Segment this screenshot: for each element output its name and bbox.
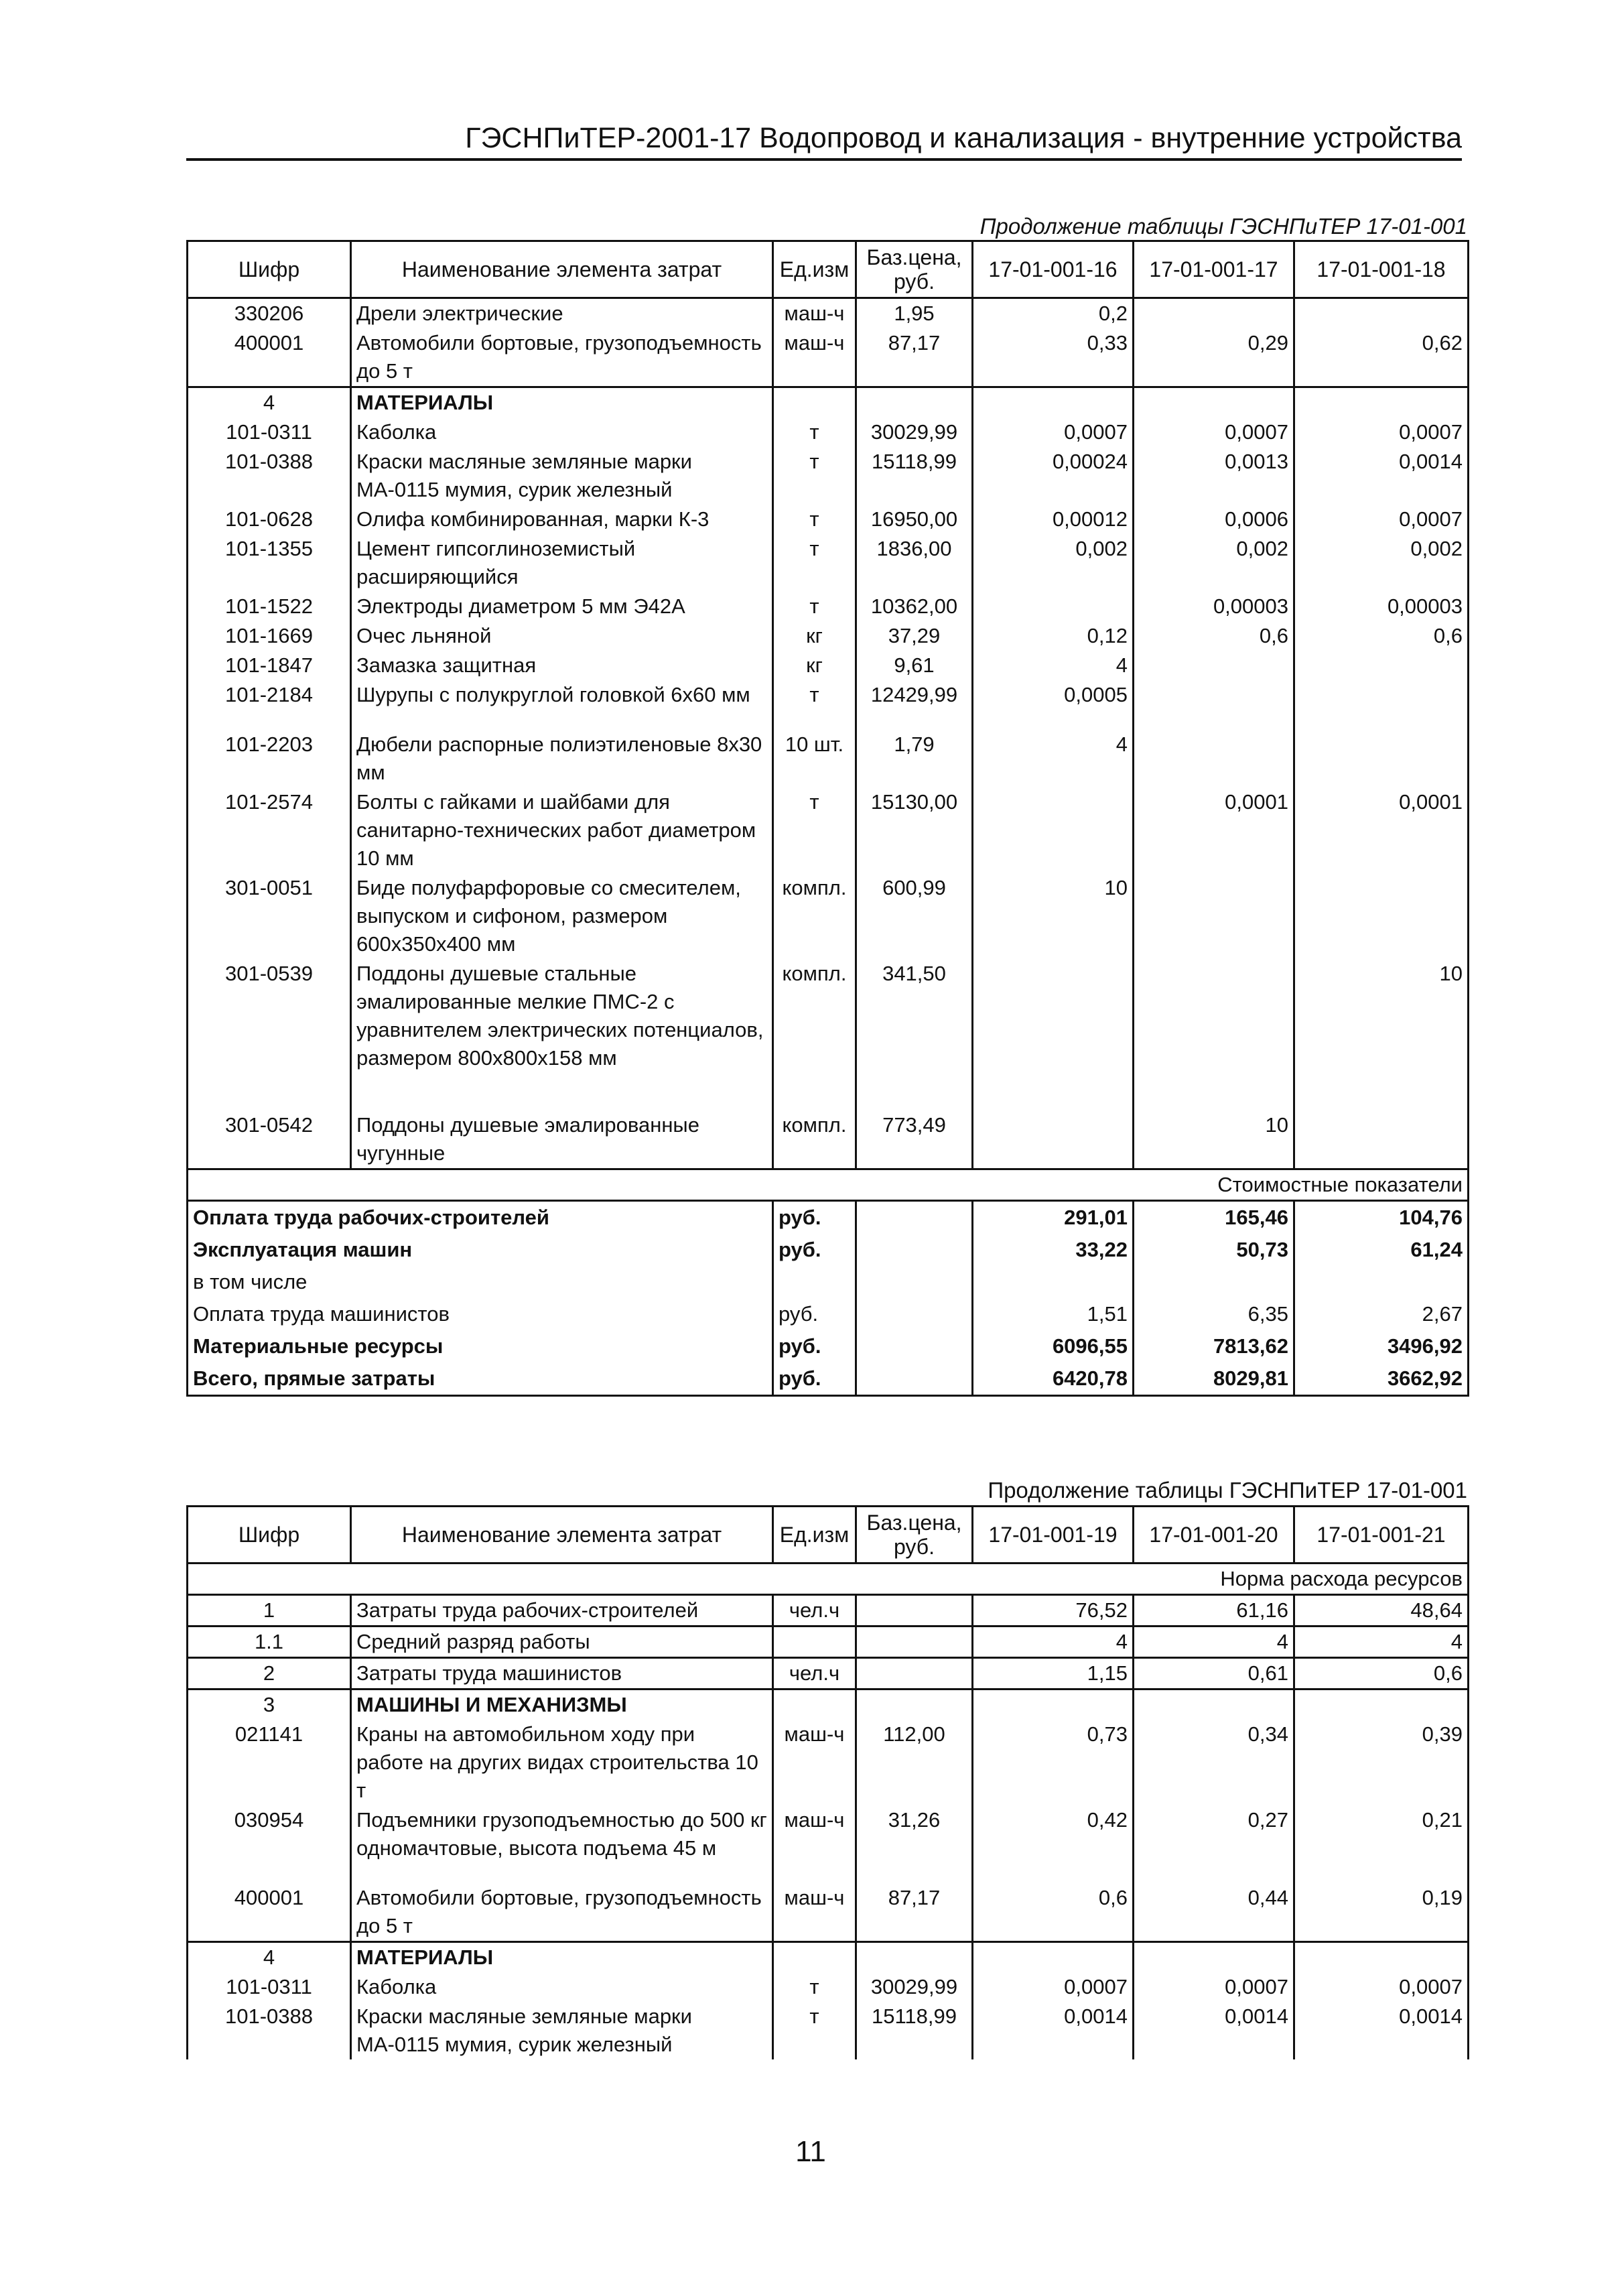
- totals-unit: [773, 1266, 856, 1298]
- row-value-21: 0,6: [1294, 1658, 1469, 1689]
- row-name: Краны на автомобильном ходу при работе на других видах строительства 10 т: [351, 1720, 773, 1805]
- norms-table-2: [186, 1505, 1469, 2059]
- row-unit: [773, 1689, 856, 1720]
- row-price: [856, 387, 973, 418]
- row-value-19: 0,73: [973, 1720, 1134, 1805]
- section-row-materials: [188, 387, 1469, 418]
- column-header-price: Баз.цена, руб.: [856, 241, 973, 298]
- row-name: Олифа комбинированная, марки К-3: [351, 505, 773, 534]
- row-value-17: [1134, 387, 1294, 418]
- row-value-16: 4: [973, 651, 1134, 680]
- row-value-21: 0,0014: [1294, 2002, 1469, 2059]
- norms-table-1: [186, 240, 1469, 1397]
- row-code: 101-2184: [188, 680, 351, 710]
- row-code: 400001: [188, 1883, 351, 1942]
- row-unit: маш-ч: [773, 298, 856, 329]
- row-price: 1,79: [856, 730, 973, 787]
- column-header-unit: Ед.изм: [773, 1507, 856, 1564]
- row-value-21: 0,19: [1294, 1883, 1469, 1942]
- row-price: 15118,99: [856, 447, 973, 505]
- row-code: 1: [188, 1595, 351, 1627]
- row-value-19: 0,42: [973, 1805, 1134, 1863]
- totals-label: в том числе: [188, 1266, 773, 1298]
- table-row: [188, 621, 1469, 651]
- row-price: [856, 1595, 973, 1627]
- row-unit: т: [773, 447, 856, 505]
- row-price: 31,26: [856, 1805, 973, 1863]
- table-row: [188, 1883, 1469, 1942]
- totals-value-17: 165,46: [1134, 1201, 1294, 1234]
- totals-label: Эксплуатация машин: [188, 1234, 773, 1266]
- row-price: 15130,00: [856, 787, 973, 873]
- row-name: Краски масляные земляные марки МА-0115 мумия, сурик железный: [351, 447, 773, 505]
- row-price: 30029,99: [856, 1972, 973, 2002]
- row-value-20: 0,44: [1134, 1883, 1294, 1942]
- row-unit: кг: [773, 651, 856, 680]
- row-price: 341,50: [856, 959, 973, 1073]
- row-code: 400001: [188, 328, 351, 387]
- row-value-16: [973, 787, 1134, 873]
- row-value-16: [973, 592, 1134, 621]
- row-value-19: 1,15: [973, 1658, 1134, 1689]
- row-value-18: 0,62: [1294, 328, 1469, 387]
- row-code: 301-0539: [188, 959, 351, 1073]
- column-header-norm-17: 17-01-001-17: [1134, 241, 1294, 298]
- table-row: [188, 505, 1469, 534]
- row-value-21: [1294, 1942, 1469, 1973]
- row-name: Цемент гипсоглиноземистый расширяющийся: [351, 534, 773, 592]
- row-unit: чел.ч: [773, 1658, 856, 1689]
- row-unit: т: [773, 418, 856, 447]
- totals-label: Всего, прямые затраты: [188, 1362, 773, 1396]
- totals-value-17: 8029,81: [1134, 1362, 1294, 1396]
- spacer-row: [188, 710, 1469, 730]
- row-value-17: 0,0007: [1134, 418, 1294, 447]
- totals-value-16: 6420,78: [973, 1362, 1134, 1396]
- row-price: 12429,99: [856, 680, 973, 710]
- row-value-17: 0,0013: [1134, 447, 1294, 505]
- totals-label: Материальные ресурсы: [188, 1330, 773, 1362]
- row-code: 101-1522: [188, 592, 351, 621]
- row-value-19: 4: [973, 1627, 1134, 1658]
- row-price: 1,95: [856, 298, 973, 329]
- row-value-20: 0,0007: [1134, 1972, 1294, 2002]
- section-row-materials: [188, 1942, 1469, 1973]
- row-value-18: 0,002: [1294, 534, 1469, 592]
- row-unit: [773, 1942, 856, 1973]
- row-name: Болты с гайками и шайбами для санитарно-технических работ диаметром 10 мм: [351, 787, 773, 873]
- row-value-17: 0,29: [1134, 328, 1294, 387]
- table-row: [188, 592, 1469, 621]
- row-value-16: 0,0005: [973, 680, 1134, 710]
- row-price: [856, 1942, 973, 1973]
- row-value-20: [1134, 1942, 1294, 1973]
- row-name: Подъемники грузоподъемностью до 500 кг одномачтовые, высота подъема 45 м: [351, 1805, 773, 1863]
- totals-label: Оплата труда рабочих-строителей: [188, 1201, 773, 1234]
- totals-value-18: [1294, 1266, 1469, 1298]
- table-row: [188, 1110, 1469, 1169]
- column-header-code: Шифр: [188, 1507, 351, 1564]
- row-value-19: 0,0007: [973, 1972, 1134, 2002]
- row-code: 2: [188, 1658, 351, 1689]
- row-code: 101-1847: [188, 651, 351, 680]
- norm-band-label: Норма расхода ресурсов: [188, 1564, 1469, 1595]
- row-name: Дюбели распорные полиэтиленовые 8х30 мм: [351, 730, 773, 787]
- row-value-20: 0,0014: [1134, 2002, 1294, 2059]
- row-value-16: 10: [973, 873, 1134, 959]
- row-value-19: 0,0014: [973, 2002, 1134, 2059]
- table-row: [188, 730, 1469, 787]
- row-code: 4: [188, 1942, 351, 1973]
- row-name: Каболка: [351, 1972, 773, 2002]
- row-code: 101-0628: [188, 505, 351, 534]
- row-code: 101-1355: [188, 534, 351, 592]
- section-row-machines: [188, 1689, 1469, 1720]
- row-code: 101-1669: [188, 621, 351, 651]
- row-unit: чел.ч: [773, 1595, 856, 1627]
- totals-price: [856, 1234, 973, 1266]
- table-row: [188, 873, 1469, 959]
- row-price: 112,00: [856, 1720, 973, 1805]
- totals-value-18: 2,67: [1294, 1298, 1469, 1330]
- row-unit: компл.: [773, 959, 856, 1073]
- row-unit: компл.: [773, 873, 856, 959]
- row-name: Автомобили бортовые, грузоподъемность до 5 т: [351, 1883, 773, 1942]
- row-code: 301-0542: [188, 1110, 351, 1169]
- row-unit: т: [773, 592, 856, 621]
- row-name: Замазка защитная: [351, 651, 773, 680]
- row-code: 030954: [188, 1805, 351, 1863]
- row-price: 15118,99: [856, 2002, 973, 2059]
- row-value-17: 0,0001: [1134, 787, 1294, 873]
- row-unit: кг: [773, 621, 856, 651]
- cost-band-label: Стоимостные показатели: [188, 1169, 1469, 1201]
- section-title: МАТЕРИАЛЫ: [351, 1942, 773, 1973]
- page-header: [186, 118, 1462, 161]
- table-row: [188, 2002, 1469, 2059]
- totals-value-17: [1134, 1266, 1294, 1298]
- totals-price: [856, 1298, 973, 1330]
- totals-label: Оплата труда машинистов: [188, 1298, 773, 1330]
- row-unit: т: [773, 1972, 856, 2002]
- row-price: [856, 1627, 973, 1658]
- table-row: [188, 1805, 1469, 1863]
- row-value-19: [973, 1942, 1134, 1973]
- column-header-name: Наименование элемента затрат: [351, 1507, 773, 1564]
- row-value-16: 0,2: [973, 298, 1134, 329]
- page-header-title: ГЭСНПиТЕР-2001-17 Водопровод и канализация - внутренние устройства: [465, 122, 1462, 154]
- row-value-16: [973, 387, 1134, 418]
- column-header-norm-16: 17-01-001-16: [973, 241, 1134, 298]
- totals-value-16: 6096,55: [973, 1330, 1134, 1362]
- row-value-18: [1294, 387, 1469, 418]
- totals-value-16: [973, 1266, 1134, 1298]
- row-unit: т: [773, 534, 856, 592]
- totals-value-17: 6,35: [1134, 1298, 1294, 1330]
- row-value-19: 0,6: [973, 1883, 1134, 1942]
- row-code: 4: [188, 387, 351, 418]
- row-price: 87,17: [856, 1883, 973, 1942]
- row-name: Автомобили бортовые, грузоподъемность до 5 т: [351, 328, 773, 387]
- table-row: [188, 1595, 1469, 1627]
- totals-row: [188, 1330, 1469, 1362]
- table-row: [188, 787, 1469, 873]
- row-value-20: [1134, 1689, 1294, 1720]
- row-value-16: 0,00012: [973, 505, 1134, 534]
- row-value-17: [1134, 959, 1294, 1073]
- row-unit: т: [773, 787, 856, 873]
- page-number: 11: [795, 2135, 826, 2168]
- table-row: [188, 298, 1469, 329]
- totals-value-16: 291,01: [973, 1201, 1134, 1234]
- column-header-norm-19: 17-01-001-19: [973, 1507, 1134, 1564]
- row-name: Электроды диаметром 5 мм Э42А: [351, 592, 773, 621]
- totals-unit: руб.: [773, 1234, 856, 1266]
- row-value-21: [1294, 1689, 1469, 1720]
- row-value-19: 76,52: [973, 1595, 1134, 1627]
- spacer-row: [188, 1073, 1469, 1110]
- table2-continuation-note: Продолжение таблицы ГЭСНПиТЕР 17-01-001: [988, 1478, 1467, 1503]
- totals-value-17: 50,73: [1134, 1234, 1294, 1266]
- row-value-17: 10: [1134, 1110, 1294, 1169]
- row-value-16: 0,00024: [973, 447, 1134, 505]
- table-row: [188, 328, 1469, 387]
- row-value-20: 0,27: [1134, 1805, 1294, 1863]
- row-code: 101-2203: [188, 730, 351, 787]
- row-unit: маш-ч: [773, 1805, 856, 1863]
- row-value-18: 0,0014: [1294, 447, 1469, 505]
- totals-row: [188, 1201, 1469, 1234]
- row-code: 101-0388: [188, 2002, 351, 2059]
- row-name: Биде полуфарфоровые со смесителем, выпуском и сифоном, размером 600х350х400 мм: [351, 873, 773, 959]
- row-unit: т: [773, 680, 856, 710]
- row-value-18: [1294, 730, 1469, 787]
- table-row: [188, 1720, 1469, 1805]
- row-code: 101-0311: [188, 1972, 351, 2002]
- row-value-21: 48,64: [1294, 1595, 1469, 1627]
- column-header-price: Баз.цена, руб.: [856, 1507, 973, 1564]
- row-value-18: 0,00003: [1294, 592, 1469, 621]
- row-price: 37,29: [856, 621, 973, 651]
- row-name: Средний разряд работы: [351, 1627, 773, 1658]
- column-header-unit: Ед.изм: [773, 241, 856, 298]
- row-price: [856, 1658, 973, 1689]
- row-value-17: [1134, 651, 1294, 680]
- row-value-18: 10: [1294, 959, 1469, 1073]
- row-value-18: 0,0007: [1294, 418, 1469, 447]
- totals-price: [856, 1330, 973, 1362]
- table-row: [188, 1627, 1469, 1658]
- row-value-20: 4: [1134, 1627, 1294, 1658]
- row-value-18: [1294, 651, 1469, 680]
- row-value-20: 0,61: [1134, 1658, 1294, 1689]
- totals-value-18: 3496,92: [1294, 1330, 1469, 1362]
- table-row: [188, 959, 1469, 1073]
- table-row: [188, 680, 1469, 710]
- row-price: 600,99: [856, 873, 973, 959]
- row-value-21: 4: [1294, 1627, 1469, 1658]
- row-name: Каболка: [351, 418, 773, 447]
- row-unit: т: [773, 2002, 856, 2059]
- norm-band-row: [188, 1564, 1469, 1595]
- totals-value-18: 104,76: [1294, 1201, 1469, 1234]
- row-unit: маш-ч: [773, 328, 856, 387]
- row-value-18: 0,6: [1294, 621, 1469, 651]
- row-value-18: [1294, 680, 1469, 710]
- row-code: 101-0311: [188, 418, 351, 447]
- row-code: 021141: [188, 1720, 351, 1805]
- row-value-16: 0,12: [973, 621, 1134, 651]
- row-name: Затраты труда рабочих-строителей: [351, 1595, 773, 1627]
- spacer-row: [188, 1863, 1469, 1883]
- row-price: 773,49: [856, 1110, 973, 1169]
- row-name: Шурупы с полукруглой головкой 6х60 мм: [351, 680, 773, 710]
- row-code: 101-2574: [188, 787, 351, 873]
- table-row: [188, 1658, 1469, 1689]
- totals-unit: руб.: [773, 1201, 856, 1234]
- row-unit: компл.: [773, 1110, 856, 1169]
- row-value-16: [973, 959, 1134, 1073]
- row-unit: [773, 387, 856, 418]
- totals-value-18: 3662,92: [1294, 1362, 1469, 1396]
- column-header-norm-21: 17-01-001-21: [1294, 1507, 1469, 1564]
- totals-unit: руб.: [773, 1362, 856, 1396]
- row-name: Краски масляные земляные марки МА-0115 мумия, сурик железный: [351, 2002, 773, 2059]
- totals-price: [856, 1362, 973, 1396]
- row-unit: маш-ч: [773, 1883, 856, 1942]
- row-code: 3: [188, 1689, 351, 1720]
- row-value-17: 0,0006: [1134, 505, 1294, 534]
- row-name: Затраты труда машинистов: [351, 1658, 773, 1689]
- row-value-17: [1134, 298, 1294, 329]
- row-price: 16950,00: [856, 505, 973, 534]
- row-code: 330206: [188, 298, 351, 329]
- row-value-21: 0,39: [1294, 1720, 1469, 1805]
- cost-band-row: [188, 1169, 1469, 1201]
- row-value-16: 4: [973, 730, 1134, 787]
- row-value-20: 0,34: [1134, 1720, 1294, 1805]
- row-value-17: [1134, 730, 1294, 787]
- row-value-16: 0,002: [973, 534, 1134, 592]
- row-value-16: 0,0007: [973, 418, 1134, 447]
- row-unit: 10 шт.: [773, 730, 856, 787]
- totals-value-18: 61,24: [1294, 1234, 1469, 1266]
- row-value-17: 0,002: [1134, 534, 1294, 592]
- row-unit: [773, 1627, 856, 1658]
- row-price: [856, 1689, 973, 1720]
- column-header-name: Наименование элемента затрат: [351, 241, 773, 298]
- totals-row: [188, 1362, 1469, 1396]
- table-row: [188, 1972, 1469, 2002]
- row-value-18: [1294, 1110, 1469, 1169]
- table2-header-row: [188, 1507, 1469, 1564]
- row-value-16: [973, 1110, 1134, 1169]
- row-value-19: [973, 1689, 1134, 1720]
- row-code: 1.1: [188, 1627, 351, 1658]
- table-row: [188, 651, 1469, 680]
- table-row: [188, 534, 1469, 592]
- column-header-code: Шифр: [188, 241, 351, 298]
- row-code: 101-0388: [188, 447, 351, 505]
- totals-value-17: 7813,62: [1134, 1330, 1294, 1362]
- row-value-17: 0,6: [1134, 621, 1294, 651]
- totals-unit: руб.: [773, 1330, 856, 1362]
- totals-value-16: 1,51: [973, 1298, 1134, 1330]
- row-name: Поддоны душевые эмалированные чугунные: [351, 1110, 773, 1169]
- totals-price: [856, 1266, 973, 1298]
- row-unit: т: [773, 505, 856, 534]
- row-value-18: [1294, 873, 1469, 959]
- row-value-20: 61,16: [1134, 1595, 1294, 1627]
- column-header-norm-20: 17-01-001-20: [1134, 1507, 1294, 1564]
- row-value-16: 0,33: [973, 328, 1134, 387]
- section-title: МАТЕРИАЛЫ: [351, 387, 773, 418]
- row-price: 30029,99: [856, 418, 973, 447]
- row-price: 87,17: [856, 328, 973, 387]
- table1-header-row: [188, 241, 1469, 298]
- row-unit: маш-ч: [773, 1720, 856, 1805]
- table1-continuation-note: Продолжение таблицы ГЭСНПиТЕР 17-01-001: [979, 214, 1467, 239]
- totals-row: [188, 1298, 1469, 1330]
- row-code: 301-0051: [188, 873, 351, 959]
- row-name: Поддоны душевые стальные эмалированные мелкие ПМС-2 с уравнителем электрических потенциалов, размером 800х800х158 мм: [351, 959, 773, 1073]
- row-value-17: [1134, 680, 1294, 710]
- totals-row: [188, 1234, 1469, 1266]
- row-price: 9,61: [856, 651, 973, 680]
- totals-row: [188, 1266, 1469, 1298]
- row-value-17: [1134, 873, 1294, 959]
- section-title: МАШИНЫ И МЕХАНИЗМЫ: [351, 1689, 773, 1720]
- row-price: 1836,00: [856, 534, 973, 592]
- row-name: Очес льняной: [351, 621, 773, 651]
- row-value-18: 0,0007: [1294, 505, 1469, 534]
- row-value-18: [1294, 298, 1469, 329]
- row-price: 10362,00: [856, 592, 973, 621]
- table-row: [188, 447, 1469, 505]
- row-name: Дрели электрические: [351, 298, 773, 329]
- table-row: [188, 418, 1469, 447]
- totals-price: [856, 1201, 973, 1234]
- row-value-21: 0,21: [1294, 1805, 1469, 1863]
- row-value-21: 0,0007: [1294, 1972, 1469, 2002]
- totals-unit: руб.: [773, 1298, 856, 1330]
- row-value-18: 0,0001: [1294, 787, 1469, 873]
- row-value-17: 0,00003: [1134, 592, 1294, 621]
- totals-value-16: 33,22: [973, 1234, 1134, 1266]
- column-header-norm-18: 17-01-001-18: [1294, 241, 1469, 298]
